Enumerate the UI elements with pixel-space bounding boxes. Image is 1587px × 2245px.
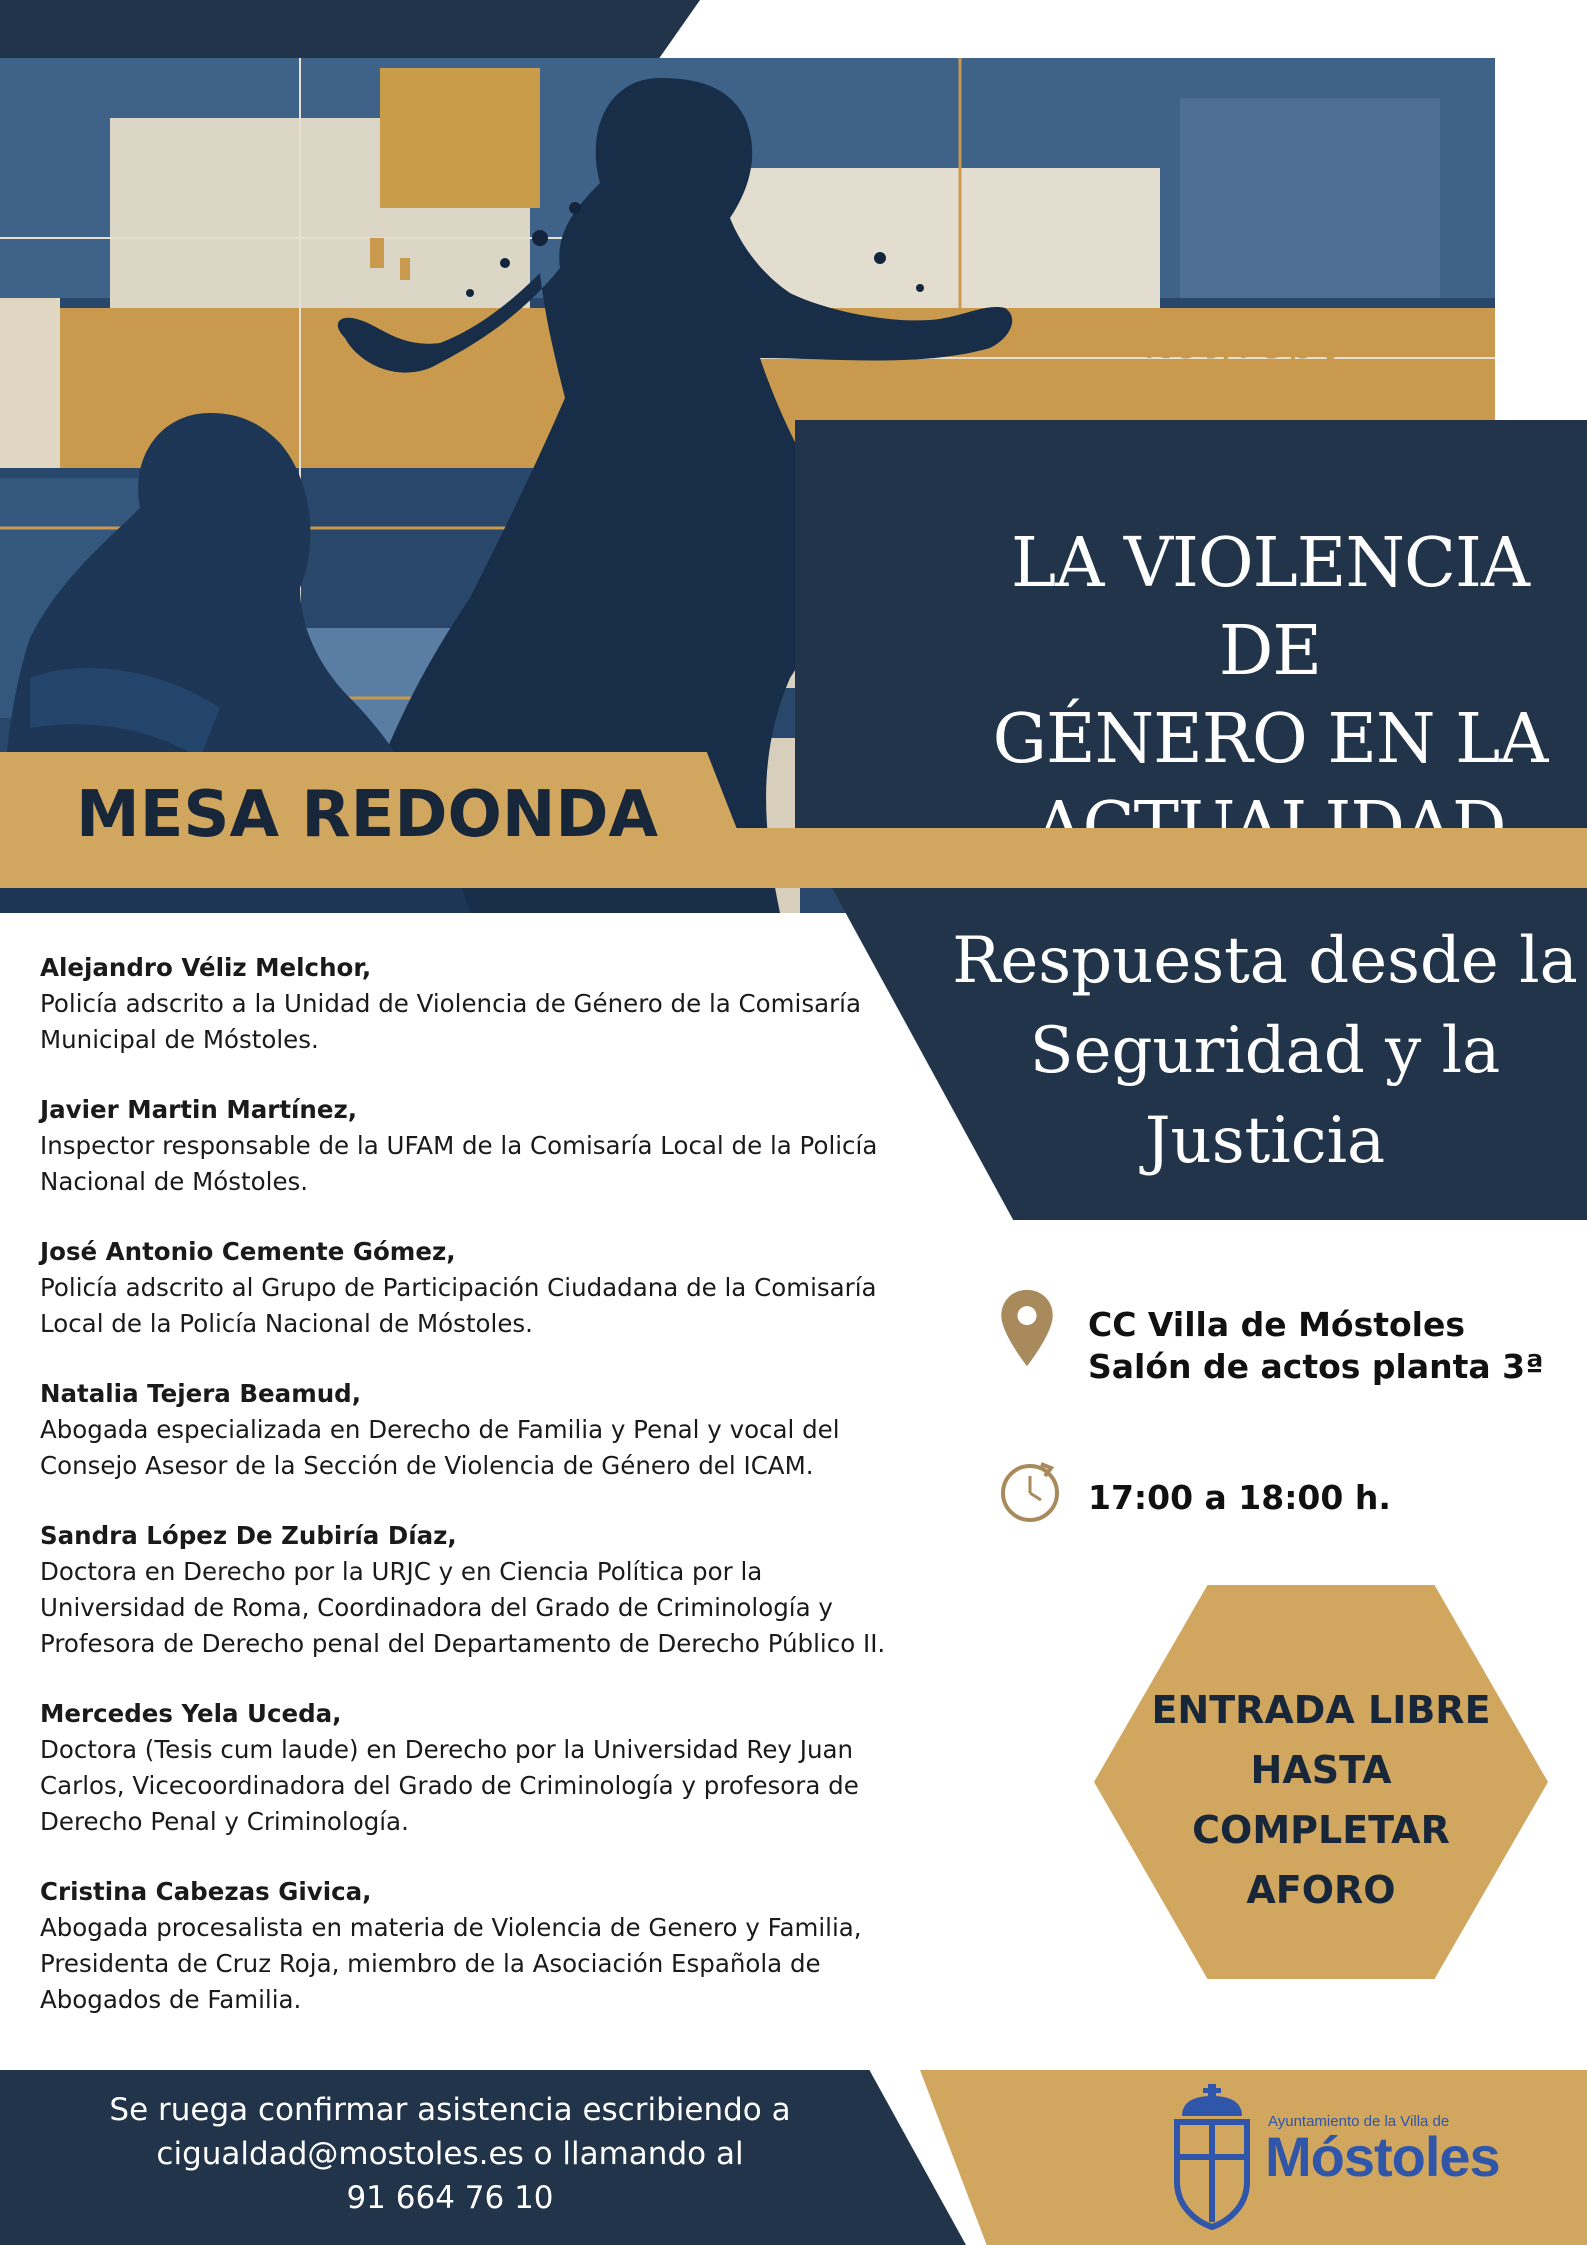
speaker-desc-line: Nacional de Móstoles. — [40, 1167, 309, 1196]
speaker-name: Cristina Cabezas Givica, — [40, 1877, 372, 1906]
event-time: 17:00 a 18:00 h. — [1088, 1478, 1391, 1517]
speaker-desc-line: Policía adscrito a la Unidad de Violencia de Género de la Comisaría — [40, 989, 861, 1018]
subtitle-line: Seguridad y la — [1029, 1014, 1501, 1088]
event-location — [1088, 1304, 1544, 1388]
speaker-desc-line: Abogados de Familia. — [40, 1985, 302, 2014]
speaker-item — [40, 1234, 900, 1342]
speaker-item — [40, 1874, 900, 2018]
subtitle-line: Respuesta desde la — [952, 924, 1578, 998]
title-line: GÉNERO EN LA — [992, 700, 1548, 779]
speaker-desc-line: Doctora (Tesis cum laude) en Derecho por la Universidad Rey Juan — [40, 1735, 854, 1764]
speaker-name: Mercedes Yela Uceda, — [40, 1699, 342, 1728]
speaker-desc-line: Abogada especializada en Derecho de Familia y Penal y vocal del — [40, 1415, 840, 1444]
hero-signature: hotfrepy — [1145, 315, 1343, 369]
speaker-desc-line: Abogada procesalista en materia de Violencia de Genero y Familia, — [40, 1913, 862, 1942]
clock-icon — [997, 1458, 1063, 1524]
speaker-desc-line: Derecho Penal y Criminología. — [40, 1807, 409, 1836]
title-line: LA VIOLENCIA DE — [1011, 524, 1529, 691]
speaker-name: José Antonio Cemente Gómez, — [40, 1237, 456, 1266]
event-type-label: MESA REDONDA — [76, 778, 659, 852]
location-line: Salón de actos planta 3ª — [1088, 1347, 1544, 1386]
page-title — [955, 520, 1585, 872]
speaker-name: Alejandro Véliz Melchor, — [40, 953, 372, 982]
top-corner-shape — [0, 0, 700, 60]
entrance-line: HASTA — [1250, 1748, 1392, 1792]
speaker-name: Natalia Tejera Beamud, — [40, 1379, 362, 1408]
speaker-item — [40, 1696, 900, 1840]
speaker-item — [40, 950, 900, 1058]
speaker-desc-line: Doctora en Derecho por la URJC y en Ciencia Política por la — [40, 1557, 763, 1586]
speaker-desc-line: Presidenta de Cruz Roja, miembro de la Asociación Española de — [40, 1949, 821, 1978]
entrance-line: COMPLETAR — [1192, 1808, 1450, 1852]
mostoles-crest-icon — [1162, 2082, 1262, 2232]
entrance-notice — [1094, 1680, 1548, 1920]
speaker-item — [40, 1092, 900, 1200]
speaker-desc-line: Carlos, Vicecoordinadora del Grado de Criminología y profesora de — [40, 1771, 859, 1800]
speaker-desc-line: Consejo Asesor de la Sección de Violencia de Género del ICAM. — [40, 1451, 814, 1480]
speaker-name: Sandra López De Zubiría Díaz, — [40, 1521, 457, 1550]
speaker-item — [40, 1376, 900, 1484]
speaker-desc-line: Policía adscrito al Grupo de Participación Ciudadana de la Comisaría — [40, 1273, 877, 1302]
rsvp-line: cigualdad@mostoles.es o llamando al — [156, 2136, 744, 2172]
location-pin-icon — [997, 1288, 1057, 1368]
rsvp-line: 91 664 76 10 — [346, 2180, 554, 2216]
location-line: CC Villa de Móstoles — [1088, 1305, 1466, 1344]
speaker-desc-line: Municipal de Móstoles. — [40, 1025, 319, 1054]
speaker-list — [40, 950, 900, 2052]
entrance-line: AFORO — [1246, 1868, 1396, 1912]
speaker-item — [40, 1518, 900, 1662]
speaker-desc-line: Profesora de Derecho penal del Departamento de Derecho Público II. — [40, 1629, 886, 1658]
speaker-desc-line: Universidad de Roma, Coordinadora del Grado de Criminología y — [40, 1593, 833, 1622]
logo-wordmark: Móstoles — [1265, 2125, 1500, 2188]
rsvp-line: Se ruega confirmar asistencia escribiendo a — [109, 2092, 791, 2128]
subtitle-line: Justicia — [1144, 1104, 1386, 1178]
subtitle — [945, 916, 1585, 1186]
speaker-desc-line: Inspector responsable de la UFAM de la Comisaría Local de la Policía — [40, 1131, 878, 1160]
rsvp-text — [40, 2088, 860, 2220]
speaker-name: Javier Martin Martínez, — [40, 1095, 358, 1124]
logo-caption: Ayuntamiento de la Villa de — [1268, 2113, 1450, 2130]
entrance-line: ENTRADA LIBRE — [1151, 1688, 1491, 1732]
speaker-desc-line: Local de la Policía Nacional de Móstoles. — [40, 1309, 533, 1338]
